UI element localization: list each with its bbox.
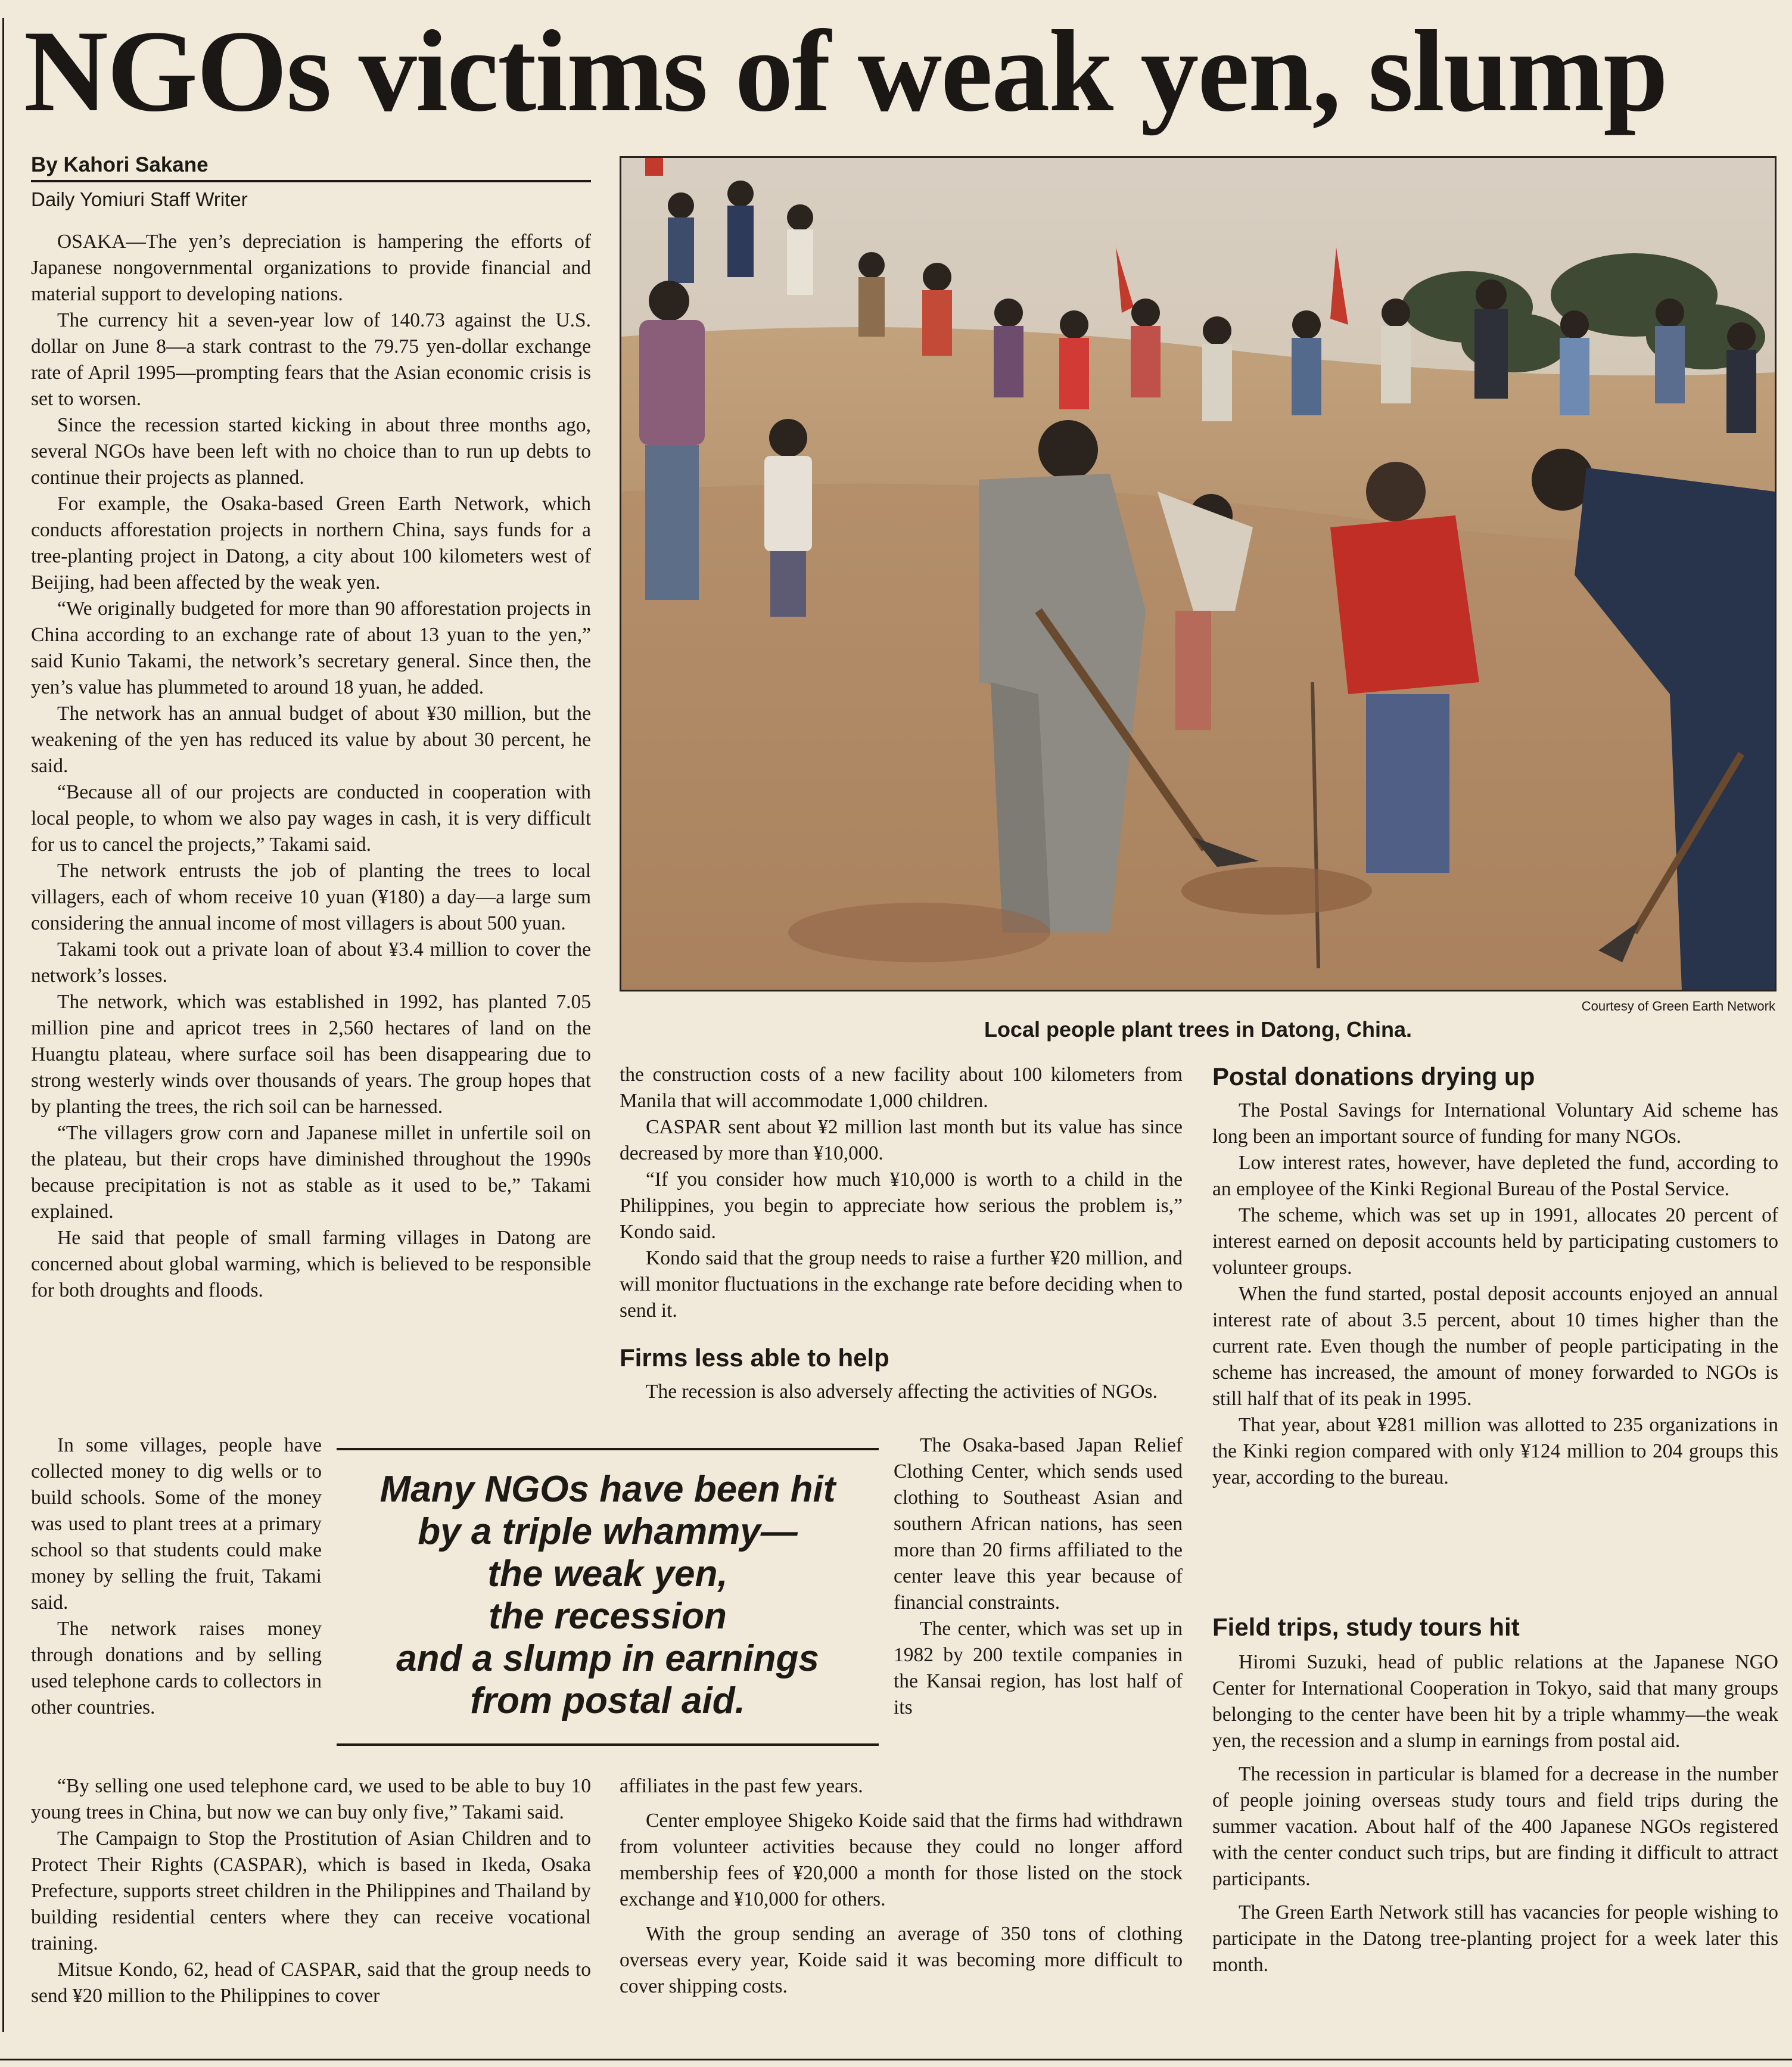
paragraph: The Osaka-based Japan Relief Clothing Center, which sends used clothing to Southeast Asian and southern African nations, has seen more than 20 firms affiliated to the center leave this year because of financial constraints. <box>894 1434 1183 1614</box>
pull-quote-line: from postal aid. <box>470 1680 745 1721</box>
pull-quote-line: by a triple whammy— <box>418 1511 798 1552</box>
byline: By Kahori Sakane <box>31 153 209 176</box>
column-2 <box>620 1062 1183 1324</box>
paragraph: The Campaign to Stop the Prostitution of Asian Children and to Protect Their Rights (CASPAR), which is based in Ikeda, Osaka Prefecture, supports street children in the Philippines and Thailand by building residential centers where they can receive vocational training. <box>31 1827 591 1954</box>
paragraph: The recession is also adversely affecting the activities of NGOs. <box>646 1381 1158 1403</box>
paragraph: The recession in particular is blamed for a decrease in the number of people joining overseas study tours and field trips during the summer vacation. About half of the 400 Japanese NGOs registered with the center conduct such trips, but are finding it difficult to attract participants. <box>1212 1763 1778 1890</box>
paragraph: “If you consider how much ¥10,000 is worth to a child in the Philippines, you begin to appreciate how serious the problem is,” Kondo said. <box>620 1168 1183 1243</box>
paragraph: The network, which was established in 1992, has planted 7.05 million pine and apricot trees in 2,560 hectares of land on the Huangtu plateau, where surface soil has been disappearing due to strong westerly winds over thousands of years. The group hopes that by planting the trees, the rich soil can be harnessed. <box>31 991 591 1118</box>
paragraph: The network has an annual budget of about ¥30 million, but the weakening of the yen has reduced its value by about 30 percent, he said. <box>31 703 591 777</box>
subhead-firms: Firms less able to help <box>620 1344 889 1372</box>
photo-credit: Courtesy of Green Earth Network <box>1581 999 1775 1014</box>
paragraph: Mitsue Kondo, 62, head of CASPAR, said that the group needs to send ¥20 million to the Philippines to cover <box>31 1959 591 2007</box>
paragraph: He said that people of small farming villages in Datong are concerned about global warming, which is believed to be responsible for both droughts and floods. <box>31 1227 591 1301</box>
paragraph: Low interest rates, however, have depleted the fund, according to an employee of the Kinki Regional Bureau of the Postal Service. <box>1212 1152 1778 1200</box>
bottom-rule <box>0 2059 1792 2060</box>
paragraph: That year, about ¥281 million was allotted to 235 organizations in the Kinki region compared with only ¥124 million to 204 groups this year, according to the bureau. <box>1212 1414 1778 1488</box>
paragraph: “The villagers grow corn and Japanese millet in unfertile soil on the plateau, but their crops have diminished throughout the 1990s because precipitation is not as stable as it used to be,” Takami explained. <box>31 1122 591 1223</box>
paragraph: the construction costs of a new facility about 100 kilometers from Manila that will accommodate 1,000 children. <box>620 1064 1183 1112</box>
pull-quote-line: the recession <box>489 1596 727 1637</box>
paragraph: Takami took out a private loan of about ¥3.4 million to cover the network’s losses. <box>31 938 591 987</box>
byline-rule <box>31 180 591 182</box>
pull-quote-line: the weak yen, <box>487 1553 728 1594</box>
paragraph: With the group sending an average of 350 tons of clothing overseas every year, Koide said it was becoming more difficult to cover shipping costs. <box>620 1923 1183 1997</box>
photo-illustration <box>621 158 1775 990</box>
column-1-narrow <box>31 1432 322 1721</box>
column-3-field <box>1212 1649 1778 1978</box>
paragraph: The Green Earth Network still has vacancies for people wishing to participate in the Datong tree-planting project for a week later this month. <box>1212 1901 1778 1976</box>
paragraph: For example, the Osaka-based Green Earth Network, which conducts afforestation projects in northern China, says funds for a tree-planting project in Datong, a city about 100 kilometers west of Beijing, had been affected by the weak yen. <box>31 493 591 593</box>
paragraph: “By selling one used telephone card, we used to be able to buy 10 young trees in China, but now we can buy only five,” Takami said. <box>31 1775 591 1823</box>
pull-quote <box>337 1448 879 1746</box>
column-1-bottom <box>31 1773 591 2009</box>
pull-quote-line: Many NGOs have been hit <box>379 1469 836 1510</box>
paragraph: The center, which was set up in 1982 by 200 textile companies in the Kansai region, has lost half of its <box>894 1618 1183 1718</box>
tree-planting-photo <box>620 156 1777 991</box>
page-edge-rule <box>2 18 4 2032</box>
paragraph: affiliates in the past few years. <box>620 1775 863 1797</box>
paragraph: The scheme, which was set up in 1991, allocates 20 percent of interest earned on deposit accounts held by participating customers to volunteer groups. <box>1212 1204 1778 1279</box>
paragraph: The Postal Savings for International Voluntary Aid scheme has long been an important source of funding for many NGOs. <box>1212 1099 1778 1148</box>
subhead-field: Field trips, study tours hit <box>1212 1613 1520 1641</box>
paragraph: The currency hit a seven-year low of 140.73 against the U.S. dollar on June 8—a stark contrast to the 79.75 yen-dollar exchange rate of April 1995—prompting fears that the Asian economic crisis is set to worsen. <box>31 309 591 410</box>
paragraph: “We originally budgeted for more than 90 afforestation projects in China according to an exchange rate of about 13 yuan to the yen,” said Kunio Takami, the network’s secretary general. Since then, the yen’s value has plummeted to around 18 yuan, he added. <box>31 598 591 698</box>
paragraph: CASPAR sent about ¥2 million last month but its value has since decreased by more than ¥10,000. <box>620 1116 1183 1164</box>
paragraph: When the fund started, postal deposit accounts enjoyed an annual interest rate of about 3.5 percent, about 10 times higher than the current rate. Even though the number of people participating in the scheme has increased, the amount of money forwarded to NGOs is still half that of its peak in 1995. <box>1212 1283 1778 1410</box>
paragraph: Center employee Shigeko Koide said that the firms had withdrawn from volunteer activities because they could no longer afford membership fees of ¥20,000 a month for those listed on the stock exchange and ¥10,000 for others. <box>620 1810 1183 1910</box>
headline: NGOs victims of weak yen, slump <box>24 7 1667 136</box>
paragraph: The network entrusts the job of planting the trees to local villagers, each of whom receive 10 yuan (¥180) a day—a large sum considering the annual income of most villagers is about 500 yuan. <box>31 860 591 934</box>
paragraph: Kondo said that the group needs to raise a further ¥20 million, and will monitor fluctuations in the exchange rate before deciding when to send it. <box>620 1247 1183 1322</box>
paragraph: “Because all of our projects are conducted in cooperation with local people, to whom we also pay wages in cash, it is very difficult for us to cancel the projects,” Takami said. <box>31 781 591 856</box>
column-2-firms <box>620 1379 1183 1405</box>
paragraph: OSAKA—The yen’s depreciation is hampering the efforts of Japanese nongovernmental organizations to provide financial and material support to developing nations. <box>31 231 591 305</box>
column-2-bottom <box>620 1773 1183 2000</box>
column-2-narrow <box>894 1432 1183 1721</box>
paragraph: In some villages, people have collected money to dig wells or to build schools. Some of the money was used to plant trees at a primary school so that students could make money by selling the fruit, Takami said. <box>31 1434 322 1614</box>
paragraph: The network raises money through donations and by selling used telephone cards to collectors in other countries. <box>31 1618 322 1718</box>
paragraph: Hiromi Suzuki, head of public relations at the Japanese NGO Center for International Cooperation in Tokyo, said that many groups belonging to the center have been hit by a triple whammy—the weak yen, the recession and a slump in earnings from postal aid. <box>1212 1651 1778 1752</box>
subhead-postal: Postal donations drying up <box>1212 1062 1535 1090</box>
pull-quote-line: and a slump in earnings <box>396 1638 819 1679</box>
paragraph: Since the recession started kicking in about three months ago, several NGOs have been left with no choice than to run up debts to continue their projects as planned. <box>31 414 591 489</box>
column-1 <box>31 229 591 1304</box>
photo-caption: Local people plant trees in Datong, China. <box>984 1017 1413 1042</box>
staff-title: Daily Yomiuri Staff Writer <box>31 188 248 210</box>
column-3-postal <box>1212 1098 1778 1491</box>
